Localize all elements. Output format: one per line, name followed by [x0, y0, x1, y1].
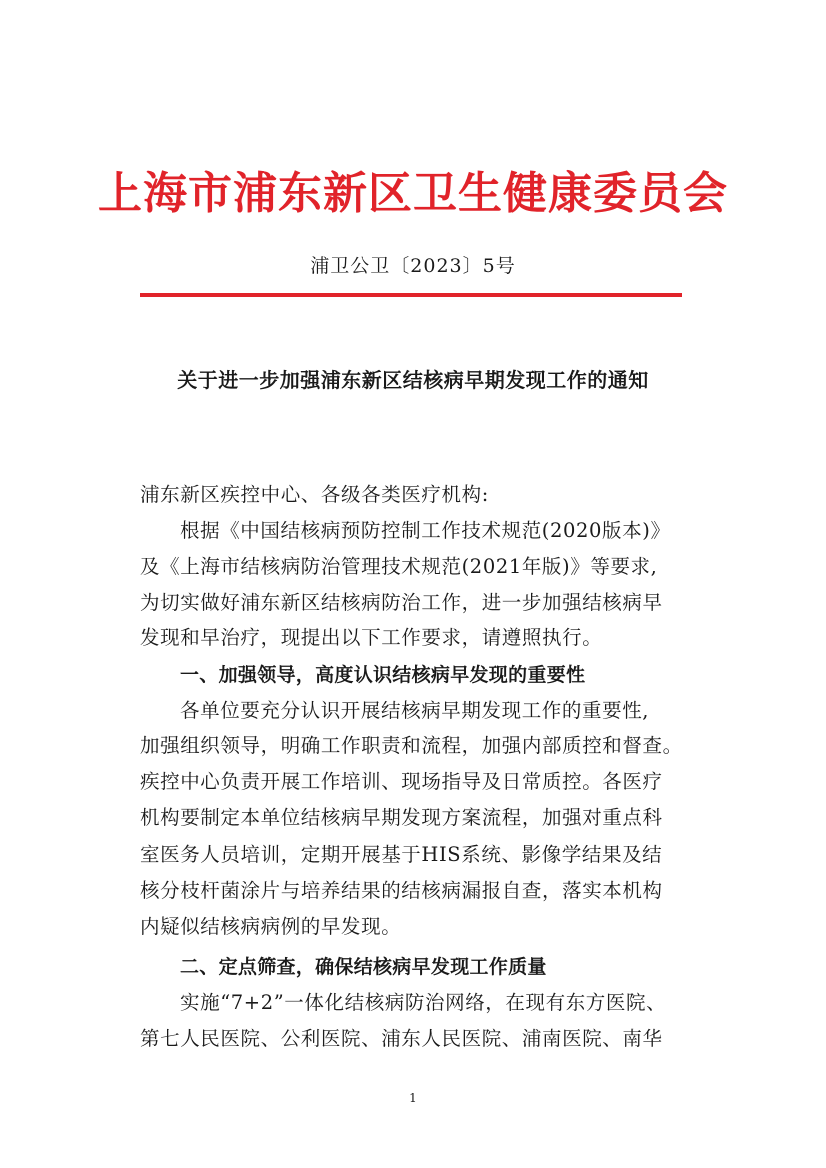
notice-title: 关于进一步加强浦东新区结核病早期发现工作的通知	[177, 368, 649, 392]
section-1-line: 加强组织领导，明确工作职责和流程，加强内部质控和督查。	[140, 734, 683, 757]
intro-line: 根据《中国结核病预防控制工作技术规范(2020版本)》	[180, 519, 671, 542]
section-1-heading: 一、加强领导，高度认识结核病早发现的重要性	[180, 664, 586, 686]
section-2-line: 实施“7+2”一体化结核病防治网络，在现有东方医院、	[180, 991, 667, 1014]
section-2-heading: 二、定点筛查，确保结核病早发现工作质量	[180, 956, 547, 978]
document-number: 浦卫公卫〔2023〕5号	[310, 255, 516, 277]
section-1-line: 室医务人员培训，定期开展基于HIS系统、影像学结果及结	[140, 843, 663, 866]
section-1-line: 疾控中心负责开展工作培训、现场指导及日常质控。各医疗	[140, 770, 663, 793]
red-divider-line	[140, 293, 682, 297]
issuing-organization-title: 上海市浦东新区卫生健康委员会	[98, 168, 728, 219]
intro-line: 及《上海市结核病防治管理技术规范(2021年版)》等要求,	[140, 555, 658, 578]
section-1-line: 各单位要充分认识开展结核病早期发现工作的重要性,	[180, 699, 650, 722]
section-1-line: 核分枝杆菌涂片与培养结果的结核病漏报自查，落实本机构	[140, 879, 663, 902]
addressee-line: 浦东新区疾控中心、各级各类医疗机构:	[140, 483, 489, 506]
section-1-line: 内疑似结核病病例的早发现。	[140, 915, 402, 938]
section-1-line: 机构要制定本单位结核病早期发现方案流程，加强对重点科	[140, 806, 663, 829]
section-2-line: 第七人民医院、公利医院、浦东人民医院、浦南医院、南华	[140, 1027, 663, 1050]
intro-line: 为切实做好浦东新区结核病防治工作，进一步加强结核病早	[140, 591, 663, 614]
page-number: 1	[409, 1091, 417, 1105]
intro-line: 发现和早治疗，现提出以下工作要求，请遵照执行。	[140, 626, 603, 649]
